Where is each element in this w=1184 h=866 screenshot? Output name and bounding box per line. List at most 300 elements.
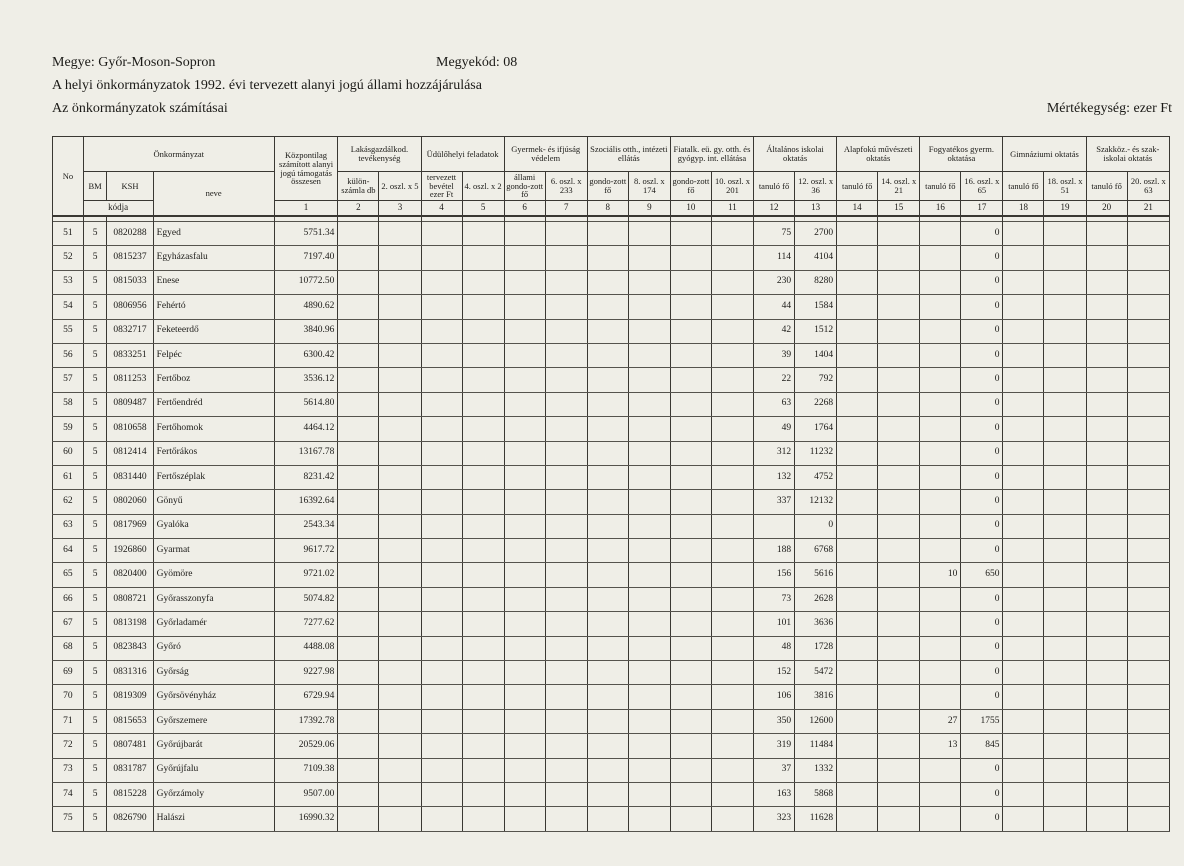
row-col-7 [545,441,587,465]
row-col-7 [545,758,587,782]
row-col-21 [1127,782,1169,806]
subcol-header: 8. oszl. x 174 [628,172,670,201]
row-col-10 [670,319,711,343]
group-header: Lakásgazdálkod. tevékenység [338,137,421,172]
row-col-10 [670,563,711,587]
row-bm: 5 [83,392,107,416]
row-total: 7277.62 [274,612,338,636]
row-col-16 [920,295,961,319]
table-row [53,465,1170,489]
subcol-header: tanuló fő [920,172,961,201]
row-col-21 [1127,222,1169,246]
row-col-10 [670,807,711,831]
row-col-21 [1127,612,1169,636]
row-total: 3536.12 [274,368,338,392]
row-col-4 [421,222,462,246]
row-col-19 [1044,612,1086,636]
row-col-10 [670,685,711,709]
row-bm: 5 [83,636,107,660]
row-col-4 [421,612,462,636]
table-row [53,295,1170,319]
row-col-7 [545,490,587,514]
row-col-18 [1003,612,1044,636]
row-col-8 [587,782,628,806]
row-col-4 [421,441,462,465]
row-col-9 [628,490,670,514]
row-col-7 [545,319,587,343]
row-col-9 [628,392,670,416]
row-col-19 [1044,246,1086,270]
row-col-4 [421,490,462,514]
row-col-6 [504,636,545,660]
row-col-20 [1086,246,1127,270]
row-name: Feketeerdő [153,319,274,343]
row-col-14 [837,222,878,246]
row-name: Halászi [153,807,274,831]
row-col-13: 1584 [795,295,837,319]
row-col-19 [1044,758,1086,782]
row-col-21 [1127,661,1169,685]
row-col-11 [711,709,753,733]
county-label: Megye: Győr-Moson-Sopron [52,55,216,70]
col-number: 17 [961,201,1003,217]
row-col-5 [462,563,504,587]
row-col-9 [628,343,670,367]
row-name: Gyarmat [153,539,274,563]
row-col-11 [711,612,753,636]
row-col-13: 11232 [795,441,837,465]
row-col-17: 0 [961,246,1003,270]
row-col-18 [1003,343,1044,367]
row-col-13: 5868 [795,782,837,806]
row-col-10 [670,709,711,733]
row-name: Győrsövényház [153,685,274,709]
row-total: 4464.12 [274,417,338,441]
row-col-12: 101 [754,612,795,636]
row-name: Győrasszonyfa [153,587,274,611]
col-no-header: No [53,137,84,217]
row-col-7 [545,612,587,636]
row-col-11 [711,441,753,465]
row-name: Gyalóka [153,514,274,538]
row-col-17: 0 [961,782,1003,806]
row-col-3 [379,222,421,246]
county-code-label: Megyekód: 08 [436,55,518,70]
row-name: Győrújbarát [153,734,274,758]
row-name: Fertőboz [153,368,274,392]
row-col-20 [1086,539,1127,563]
row-col-13: 12132 [795,490,837,514]
col-number: 14 [837,201,878,217]
row-col-13: 11628 [795,807,837,831]
row-col-20 [1086,392,1127,416]
subcol-header: tervezett bevétel ezer Ft [421,172,462,201]
row-col-6 [504,685,545,709]
row-col-7 [545,417,587,441]
row-col-18 [1003,392,1044,416]
row-col-6 [504,661,545,685]
row-col-13: 792 [795,368,837,392]
row-col-21 [1127,758,1169,782]
row-bm: 5 [83,343,107,367]
table-row [53,368,1170,392]
row-col-6 [504,758,545,782]
row-ksh: 0831787 [107,758,153,782]
row-col-17: 0 [961,441,1003,465]
row-col-18 [1003,417,1044,441]
row-col-8 [587,295,628,319]
row-col-11 [711,222,753,246]
row-col-21 [1127,709,1169,733]
row-col-3 [379,539,421,563]
row-ksh: 0815237 [107,246,153,270]
row-total: 10772.50 [274,270,338,294]
row-no: 51 [53,222,84,246]
row-col-21 [1127,246,1169,270]
row-col-14 [837,734,878,758]
table-row [53,636,1170,660]
row-name: Fertőendréd [153,392,274,416]
row-col-4 [421,758,462,782]
row-no: 53 [53,270,84,294]
row-col-20 [1086,807,1127,831]
row-ksh: 0812414 [107,441,153,465]
row-col-9 [628,563,670,587]
row-col-4 [421,782,462,806]
row-col-9 [628,514,670,538]
row-col-6 [504,709,545,733]
row-col-16 [920,758,961,782]
row-col-11 [711,636,753,660]
row-total: 9227.98 [274,661,338,685]
row-col-11 [711,539,753,563]
row-col-5 [462,587,504,611]
row-col-13: 1404 [795,343,837,367]
row-ksh: 0820288 [107,222,153,246]
row-col-9 [628,295,670,319]
row-col-12: 323 [754,807,795,831]
row-col-2 [338,807,379,831]
col-number: 16 [920,201,961,217]
row-col-5 [462,222,504,246]
row-col-2 [338,758,379,782]
table-row [53,539,1170,563]
row-col-20 [1086,758,1127,782]
row-bm: 5 [83,270,107,294]
row-no: 68 [53,636,84,660]
row-col-13: 2700 [795,222,837,246]
row-col-6 [504,612,545,636]
row-col-15 [878,782,920,806]
col-number: 12 [754,201,795,217]
row-col-8 [587,368,628,392]
row-col-10 [670,343,711,367]
row-col-16 [920,807,961,831]
row-name: Enese [153,270,274,294]
row-col-18 [1003,782,1044,806]
row-total: 9507.00 [274,782,338,806]
row-col-14 [837,661,878,685]
row-col-12: 337 [754,490,795,514]
row-total: 16392.64 [274,490,338,514]
row-ksh: 0813198 [107,612,153,636]
row-col-20 [1086,782,1127,806]
row-col-15 [878,465,920,489]
row-col-2 [338,709,379,733]
row-col-12: 22 [754,368,795,392]
row-col-15 [878,685,920,709]
row-col-2 [338,661,379,685]
row-col-12: 230 [754,270,795,294]
row-col-5 [462,368,504,392]
row-col-10 [670,222,711,246]
row-col-11 [711,758,753,782]
subcol-header: külön-számla db [338,172,379,201]
row-total: 9617.72 [274,539,338,563]
row-col-12: 75 [754,222,795,246]
row-col-2 [338,685,379,709]
row-col-17: 0 [961,270,1003,294]
table-row [53,343,1170,367]
row-col-2 [338,319,379,343]
col-number: 9 [628,201,670,217]
row-col-13: 0 [795,514,837,538]
row-no: 65 [53,563,84,587]
row-col-9 [628,758,670,782]
row-total: 5751.34 [274,222,338,246]
row-total: 4488.08 [274,636,338,660]
row-col-19 [1044,661,1086,685]
row-col-8 [587,392,628,416]
row-name: Győrújfalu [153,758,274,782]
row-col-6 [504,392,545,416]
row-col-21 [1127,636,1169,660]
row-col-15 [878,441,920,465]
row-bm: 5 [83,563,107,587]
row-col-12: 37 [754,758,795,782]
row-col-14 [837,782,878,806]
row-col-12: 42 [754,319,795,343]
row-col-21 [1127,807,1169,831]
row-col-12: 73 [754,587,795,611]
group-header: Gimnáziumi oktatás [1003,137,1086,172]
row-col-18 [1003,246,1044,270]
row-col-5 [462,343,504,367]
row-col-8 [587,465,628,489]
row-col-12: 312 [754,441,795,465]
row-no: 62 [53,490,84,514]
row-col-7 [545,270,587,294]
row-col-19 [1044,685,1086,709]
row-col-17: 0 [961,343,1003,367]
row-col-12: 48 [754,636,795,660]
row-col-8 [587,343,628,367]
row-col-21 [1127,514,1169,538]
row-col-7 [545,685,587,709]
row-col-18 [1003,636,1044,660]
row-bm: 5 [83,758,107,782]
table-row [53,758,1170,782]
col-number: 11 [711,201,753,217]
allocation-table [52,136,1170,832]
row-total: 6300.42 [274,343,338,367]
col-number: 21 [1127,201,1169,217]
row-col-17: 0 [961,612,1003,636]
row-col-17: 0 [961,685,1003,709]
row-no: 52 [53,246,84,270]
row-col-6 [504,587,545,611]
row-col-19 [1044,465,1086,489]
row-total: 7197.40 [274,246,338,270]
row-col-3 [379,563,421,587]
row-col-16 [920,612,961,636]
row-col-5 [462,782,504,806]
row-col-18 [1003,441,1044,465]
row-col-20 [1086,368,1127,392]
row-col-15 [878,270,920,294]
row-col-2 [338,368,379,392]
row-col-12: 350 [754,709,795,733]
row-col-7 [545,782,587,806]
row-col-19 [1044,490,1086,514]
row-col-9 [628,807,670,831]
row-col-14 [837,295,878,319]
row-col-20 [1086,514,1127,538]
row-col-3 [379,368,421,392]
row-col-12: 114 [754,246,795,270]
subcol-header: tanuló fő [1086,172,1127,201]
row-ksh: 0819309 [107,685,153,709]
row-col-11 [711,490,753,514]
row-col-9 [628,612,670,636]
row-col-10 [670,782,711,806]
row-col-17: 650 [961,563,1003,587]
row-ksh: 1926860 [107,539,153,563]
row-col-8 [587,222,628,246]
row-col-14 [837,539,878,563]
row-col-5 [462,758,504,782]
row-col-8 [587,709,628,733]
row-col-20 [1086,295,1127,319]
row-ksh: 0808721 [107,587,153,611]
row-ksh: 0815653 [107,709,153,733]
row-col-5 [462,514,504,538]
row-col-10 [670,465,711,489]
row-bm: 5 [83,782,107,806]
row-col-2 [338,490,379,514]
row-col-21 [1127,295,1169,319]
row-col-16 [920,539,961,563]
row-name: Fertőhomok [153,417,274,441]
row-bm: 5 [83,222,107,246]
row-col-15 [878,612,920,636]
row-col-14 [837,758,878,782]
row-col-9 [628,465,670,489]
col-number: 13 [795,201,837,217]
row-col-17: 845 [961,734,1003,758]
row-col-19 [1044,563,1086,587]
subcol-header: gondo-zott fő [670,172,711,201]
row-no: 67 [53,612,84,636]
row-col-2 [338,782,379,806]
col-number: 3 [379,201,421,217]
row-col-19 [1044,807,1086,831]
subcol-header: 20. oszl. x 63 [1127,172,1169,201]
row-col-16 [920,270,961,294]
row-col-9 [628,709,670,733]
col-number: 15 [878,201,920,217]
row-name: Győrladamér [153,612,274,636]
row-col-17: 0 [961,807,1003,831]
row-col-3 [379,782,421,806]
row-col-17: 0 [961,539,1003,563]
row-col-6 [504,417,545,441]
row-bm: 5 [83,612,107,636]
row-col-13: 5616 [795,563,837,587]
row-bm: 5 [83,685,107,709]
row-col-5 [462,539,504,563]
row-col-15 [878,343,920,367]
table-row [53,319,1170,343]
row-col-21 [1127,465,1169,489]
row-col-13: 1764 [795,417,837,441]
row-col-3 [379,685,421,709]
row-col-4 [421,392,462,416]
row-col-10 [670,417,711,441]
row-col-11 [711,782,753,806]
row-col-9 [628,246,670,270]
row-col-15 [878,368,920,392]
row-col-8 [587,685,628,709]
row-ksh: 0815228 [107,782,153,806]
row-col-19 [1044,295,1086,319]
row-col-9 [628,636,670,660]
row-col-2 [338,270,379,294]
row-col-17: 1755 [961,709,1003,733]
row-col-5 [462,685,504,709]
row-col-5 [462,319,504,343]
col-central-header: Központilag számított alanyi jogú támogatás összesen [274,137,338,201]
row-col-8 [587,612,628,636]
row-col-13: 3636 [795,612,837,636]
col-number: 6 [504,201,545,217]
bm-header: BM [83,172,107,201]
row-col-18 [1003,514,1044,538]
row-name: Győró [153,636,274,660]
row-col-14 [837,246,878,270]
row-col-5 [462,709,504,733]
row-col-21 [1127,368,1169,392]
row-col-3 [379,392,421,416]
row-col-10 [670,392,711,416]
row-ksh: 0832717 [107,319,153,343]
row-col-7 [545,295,587,319]
row-col-13: 2628 [795,587,837,611]
row-col-16: 10 [920,563,961,587]
row-no: 73 [53,758,84,782]
row-no: 60 [53,441,84,465]
row-name: Győrság [153,661,274,685]
row-col-11 [711,661,753,685]
row-col-8 [587,734,628,758]
row-col-3 [379,758,421,782]
row-col-14 [837,514,878,538]
row-col-7 [545,222,587,246]
subcol-header: 2. oszl. x 5 [379,172,421,201]
group-header: Általános iskolai oktatás [754,137,837,172]
row-col-2 [338,587,379,611]
row-col-19 [1044,734,1086,758]
